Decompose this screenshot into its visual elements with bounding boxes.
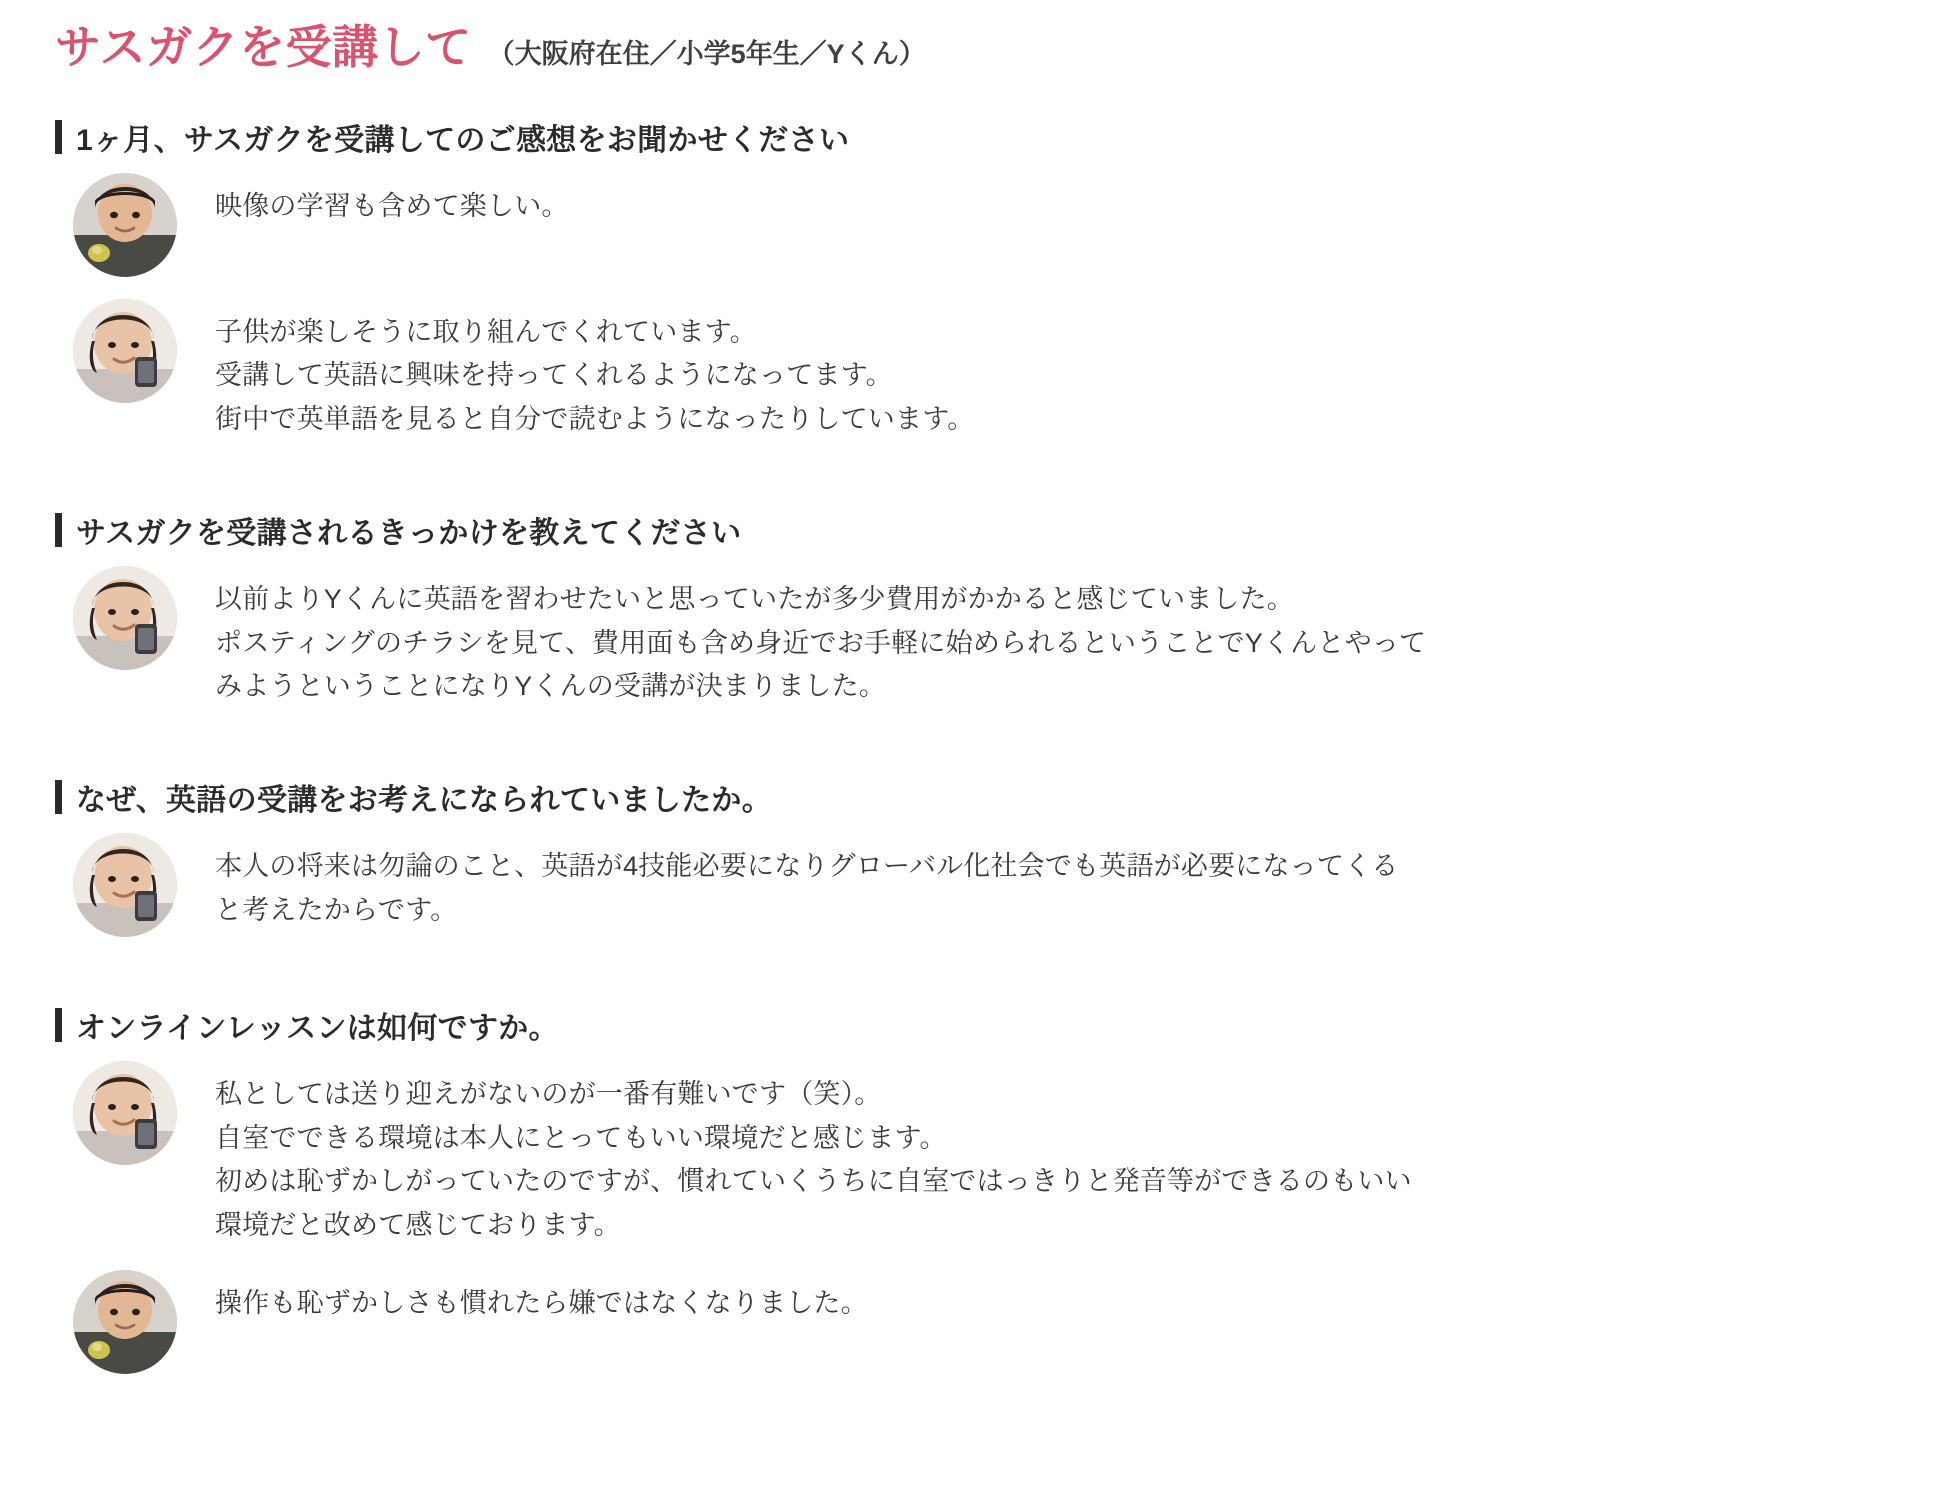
answer-row	[55, 299, 1886, 442]
heading-bar-icon	[55, 513, 62, 547]
answer-line: 操作も恥ずかしさも慣れたら嫌ではなくなりました。	[215, 1287, 868, 1318]
parent-avatar	[73, 1061, 177, 1165]
question-heading-2	[55, 508, 1886, 552]
answer-line: みようということになりYくんの受講が決まりました。	[215, 671, 887, 702]
child-avatar	[73, 1270, 177, 1374]
heading-bar-icon	[55, 120, 62, 154]
qa-section-1	[55, 115, 1886, 442]
answer-line: 受講して英語に興味を持ってくれるようになってます。	[215, 360, 893, 391]
answer-text	[215, 1061, 1412, 1248]
question-heading-4-text: オンラインレッスンは如何ですか。	[76, 1012, 559, 1045]
answer-line: ポスティングのチラシを見て、費用面も含め身近でお手軽に始められるということでYくんとやって	[215, 627, 1427, 658]
parent-avatar	[73, 566, 177, 670]
heading-bar-icon	[55, 780, 62, 814]
question-heading-1	[55, 115, 1886, 159]
answer-line: 環境だと改めて感じております。	[215, 1210, 621, 1241]
heading-bar-icon	[55, 1008, 62, 1042]
answer-row	[55, 173, 1886, 277]
answer-line: 街中で英単語を見ると自分で読むようになったりしています。	[215, 404, 975, 435]
answer-line: 初めは恥ずかしがっていたのですが、慣れていくうちに自室ではっきりと発音等ができるのもいい	[215, 1166, 1412, 1197]
page-title-subtitle: （大阪府在住／小学5年生／Yくん）	[487, 39, 926, 69]
answer-text	[215, 1270, 868, 1326]
question-heading-3	[55, 775, 1886, 819]
qa-section-4	[55, 1003, 1886, 1374]
qa-section-3	[55, 775, 1886, 937]
question-heading-1-text: 1ヶ月、サスガクを受講してのご感想をお聞かせください	[76, 123, 850, 157]
answer-line: 私としては送り迎えがないのが一番有難いです（笑）。	[215, 1079, 882, 1109]
answer-row	[55, 566, 1886, 709]
answer-row	[55, 1270, 1886, 1374]
question-heading-3-text: なぜ、英語の受講をお考えになられていましたか。	[76, 784, 772, 817]
page-title-main: サスガクを受講して	[55, 21, 472, 73]
answer-line: 子供が楽しそうに取り組んでくれています。	[215, 316, 757, 347]
parent-avatar	[73, 833, 177, 937]
answer-text	[215, 173, 569, 229]
answer-line: 以前よりYくんに英語を習わせたいと思っていたが多少費用がかかると感じていました。	[215, 583, 1295, 614]
answer-line: 本人の将来は勿論のこと、英語が4技能必要になりグローバル化社会でも英語が必要になってくる	[215, 851, 1399, 881]
question-heading-2-text: サスガクを受講されるきっかけを教えてください	[76, 516, 742, 550]
answer-list-2	[55, 566, 1886, 709]
answer-line: 自室でできる環境は本人にとってもいい環境だと感じます。	[215, 1122, 947, 1153]
section-spacer	[55, 464, 1886, 508]
answer-list-4	[55, 1061, 1886, 1374]
answer-row	[55, 833, 1886, 937]
child-avatar	[73, 173, 177, 277]
answer-list-1	[55, 173, 1886, 442]
parent-avatar	[73, 299, 177, 403]
answer-text	[215, 299, 974, 442]
answer-text	[215, 833, 1398, 932]
section-spacer	[55, 959, 1886, 1003]
answer-text	[215, 566, 1426, 709]
answer-line: と考えたからです。	[215, 894, 458, 925]
answer-line: 映像の学習も含めて楽しい。	[215, 190, 569, 221]
question-heading-4	[55, 1003, 1886, 1047]
qa-section-2	[55, 508, 1886, 709]
answer-list-3	[55, 833, 1886, 937]
answer-row	[55, 1061, 1886, 1248]
section-spacer	[55, 731, 1886, 775]
page-title	[55, 22, 1886, 73]
